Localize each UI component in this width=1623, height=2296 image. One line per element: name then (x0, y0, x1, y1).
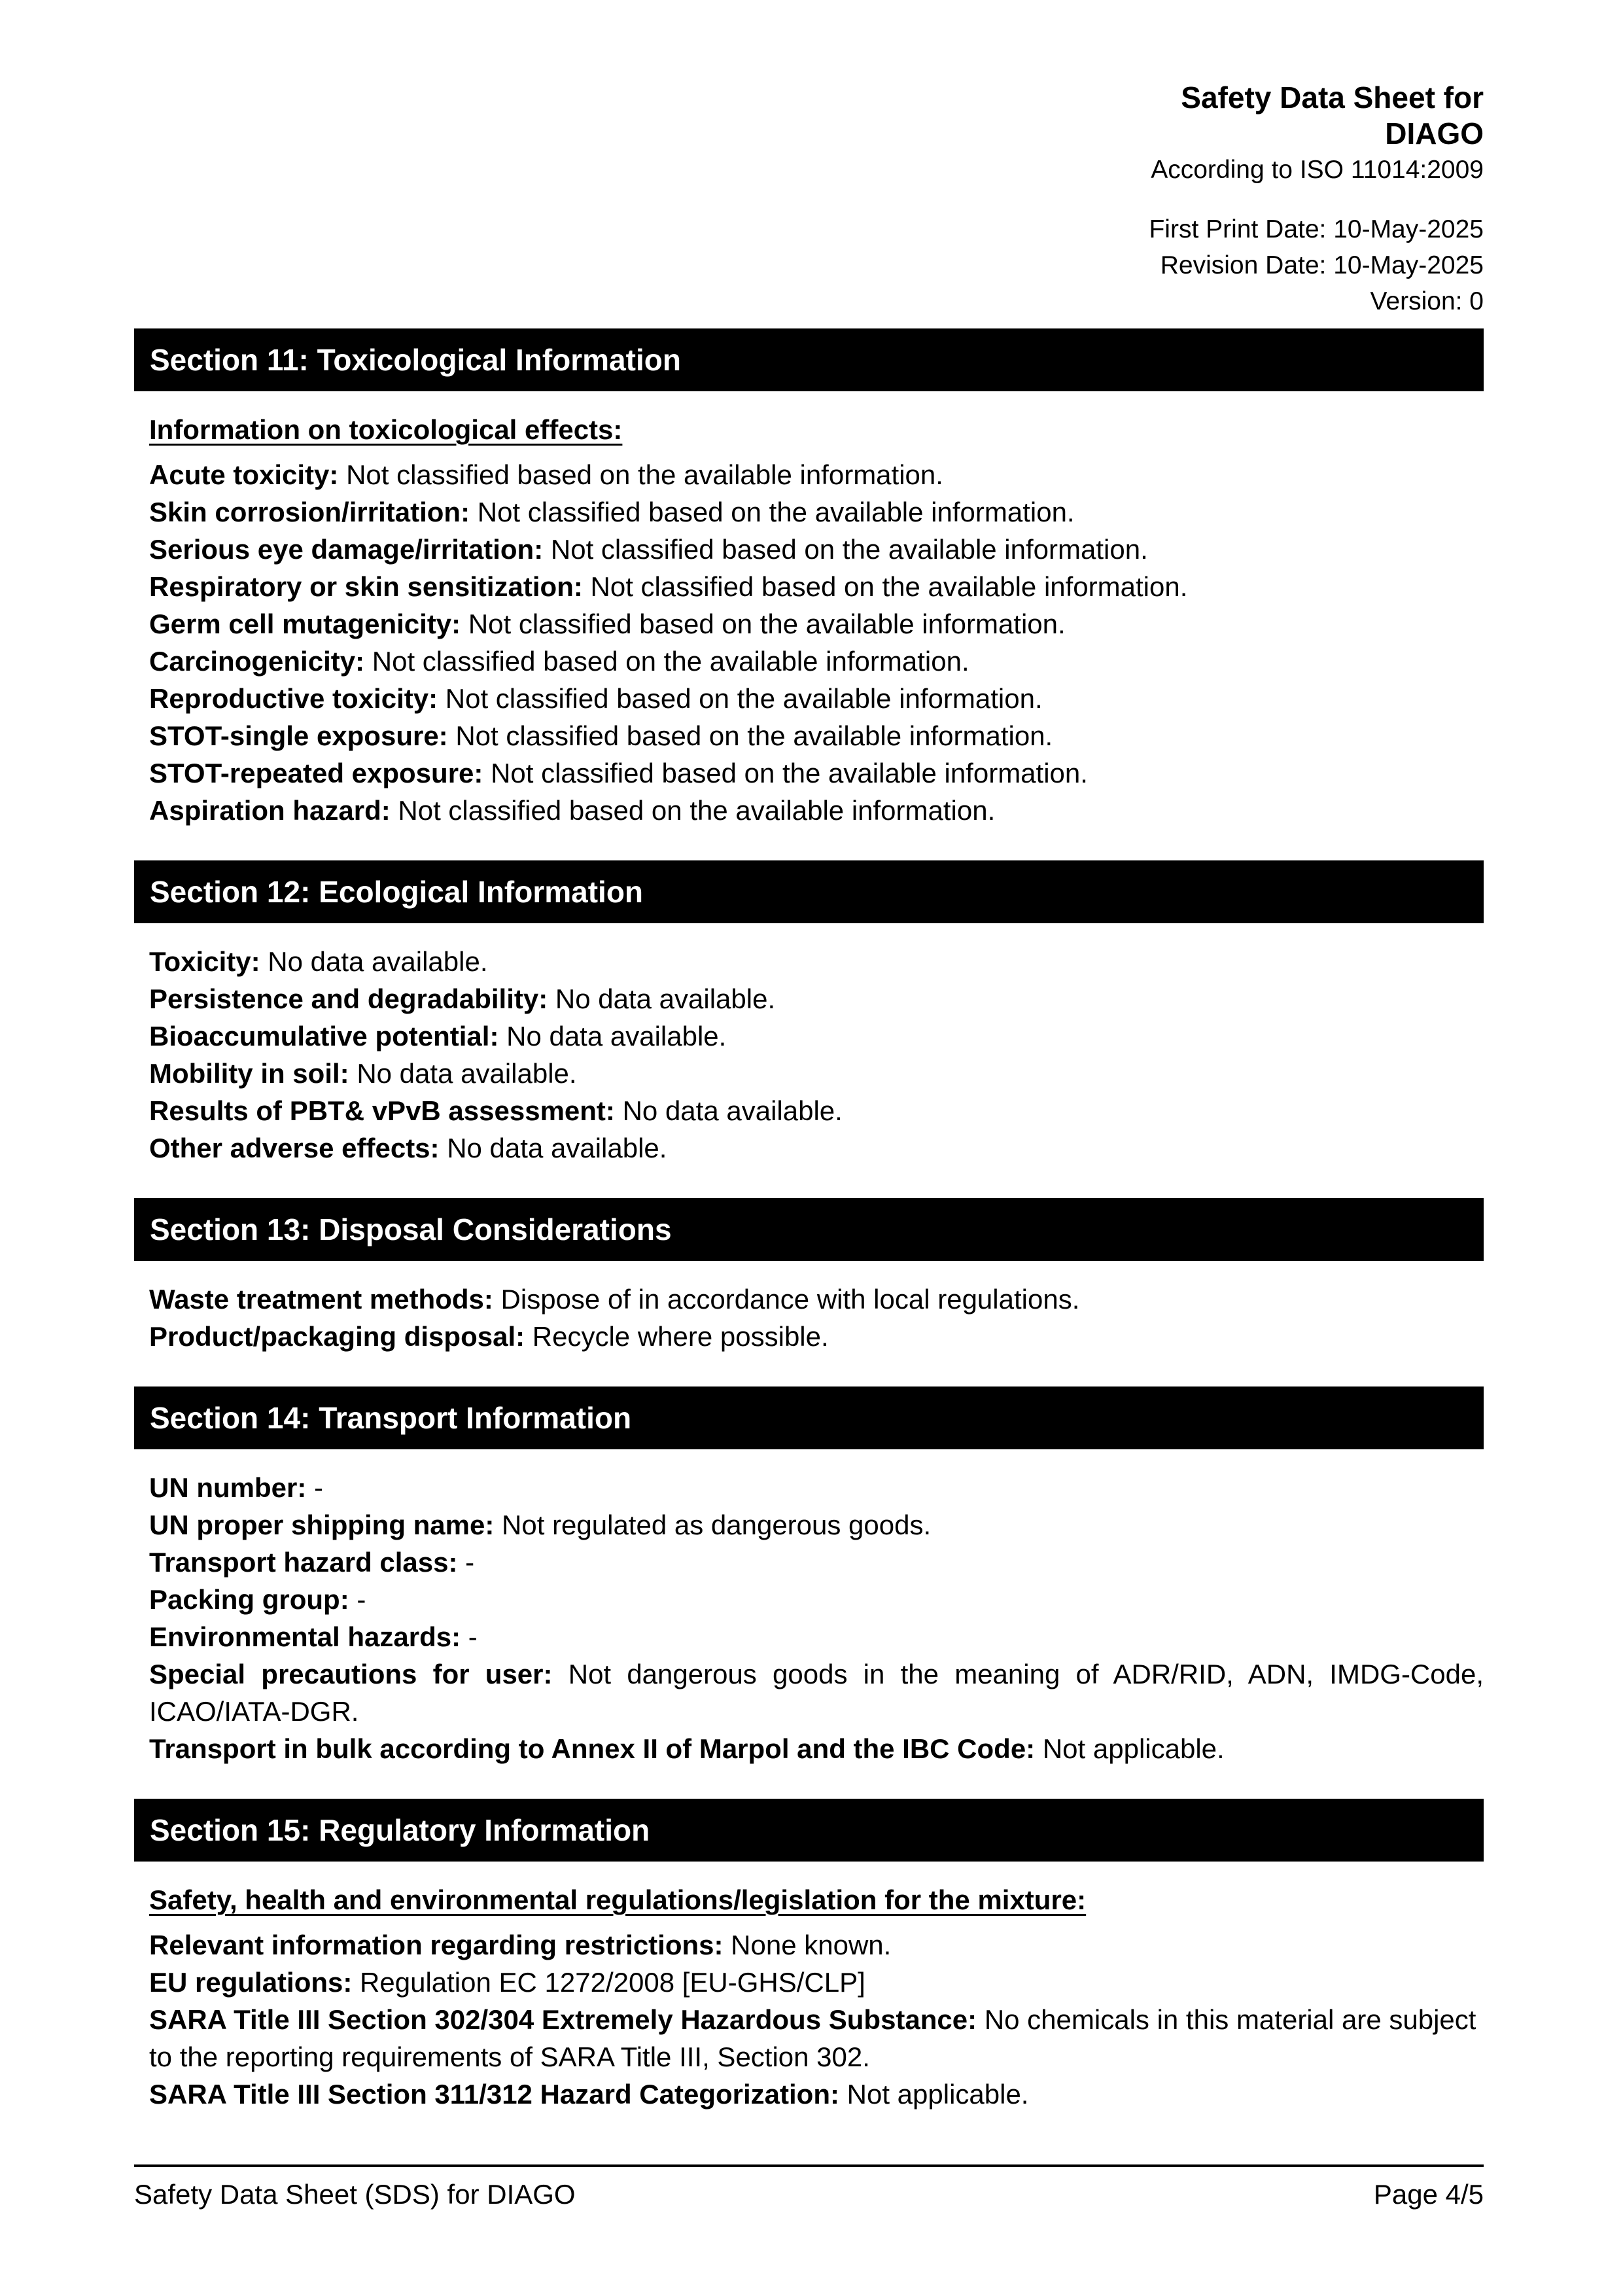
field-label: Special precautions for user: (149, 1659, 553, 1689)
section-13-content (134, 1280, 1484, 1355)
section-15-content (134, 1881, 1484, 2113)
field-row (149, 1469, 1484, 1506)
field-row (149, 1544, 1484, 1581)
section-14-header (134, 1386, 1484, 1449)
field-row (149, 754, 1484, 792)
field-label: Bioaccumulative potential: (149, 1021, 499, 1051)
field-value: Not classified based on the available information. (550, 534, 1148, 565)
field-label: Reproductive toxicity: (149, 683, 438, 714)
field-value: - (314, 1472, 324, 1503)
field-value: - (465, 1547, 475, 1578)
field-value: Dispose of in accordance with local regulations. (500, 1284, 1080, 1315)
field-label: Mobility in soil: (149, 1058, 349, 1089)
field-value: Not classified based on the available information. (398, 795, 996, 826)
field-value: Not applicable. (1042, 1733, 1225, 1764)
field-label: STOT-single exposure: (149, 720, 448, 751)
field-label: Carcinogenicity: (149, 646, 365, 677)
field-row (149, 1506, 1484, 1544)
field-label: Packing group: (149, 1584, 349, 1615)
field-row (149, 1581, 1484, 1618)
field-label: Product/packaging disposal: (149, 1321, 525, 1352)
field-value: Recycle where possible. (532, 1321, 829, 1352)
section-15-header (134, 1799, 1484, 1862)
version: Version: 0 (1370, 287, 1484, 315)
field-row (149, 605, 1484, 643)
field-value: None known. (731, 1930, 892, 1960)
field-value: No data available. (268, 946, 488, 977)
field-label: Transport in bulk according to Annex II of Marpol and the IBC Code: (149, 1733, 1036, 1764)
section-14-title: Section 14: Transport Information (150, 1401, 632, 1435)
field-value: Not classified based on the available information. (491, 758, 1088, 788)
field-value: No data available. (357, 1058, 577, 1089)
footer-document-name: Safety Data Sheet (SDS) for DIAGO (134, 2179, 576, 2210)
field-row (149, 1618, 1484, 1655)
section-12-header (134, 860, 1484, 923)
field-value: No data available. (447, 1133, 667, 1163)
field-value: - (357, 1584, 366, 1615)
field-row (149, 1129, 1484, 1167)
field-label: STOT-repeated exposure: (149, 758, 483, 788)
field-value: Not classified based on the available information. (477, 497, 1075, 527)
document-title-line2: DIAGO (1385, 116, 1484, 150)
field-row (149, 2001, 1484, 2075)
field-row (149, 1280, 1484, 1318)
field-row (149, 1092, 1484, 1129)
revision-date: Revision Date: 10-May-2025 (1160, 251, 1484, 279)
field-label: Results of PBT& vPvB assessment: (149, 1095, 615, 1126)
field-label: Toxicity: (149, 946, 260, 977)
field-row (149, 1926, 1484, 1964)
field-label: SARA Title III Section 302/304 Extremely Hazardous Substance: (149, 2004, 977, 2035)
section-11-intro: Information on toxicological effects: (149, 414, 623, 445)
field-label: UN proper shipping name: (149, 1510, 495, 1540)
page-footer (134, 2164, 1484, 2210)
field-value: Not classified based on the available information. (346, 459, 943, 490)
section-11-title: Section 11: Toxicological Information (150, 343, 681, 377)
document-header (134, 80, 1484, 319)
field-row (149, 456, 1484, 493)
field-label: Serious eye damage/irritation: (149, 534, 544, 565)
field-row (149, 1017, 1484, 1055)
field-value: - (468, 1621, 478, 1652)
document-title-line1: Safety Data Sheet for (1181, 80, 1484, 115)
section-12-title: Section 12: Ecological Information (150, 875, 644, 909)
field-label: EU regulations: (149, 1967, 353, 1998)
field-label: Transport hazard class: (149, 1547, 458, 1578)
field-label: Skin corrosion/irritation: (149, 497, 470, 527)
field-label: Germ cell mutagenicity: (149, 609, 461, 639)
field-row (149, 2075, 1484, 2113)
field-row (149, 1055, 1484, 1092)
field-label: Relevant information regarding restrictions: (149, 1930, 724, 1960)
field-row (149, 717, 1484, 754)
field-value: Not regulated as dangerous goods. (502, 1510, 932, 1540)
field-value: Not classified based on the available information. (455, 720, 1053, 751)
field-value: No data available. (506, 1021, 727, 1051)
field-label: SARA Title III Section 311/312 Hazard Categorization: (149, 2079, 839, 2110)
field-label: Other adverse effects: (149, 1133, 440, 1163)
field-value: No chemicals in this material are subject to the reporting requirements of SARA Title III, Section 302. (149, 2004, 1476, 2072)
field-value: Not classified based on the available information. (468, 609, 1066, 639)
first-print-date: First Print Date: 10-May-2025 (1149, 215, 1484, 243)
field-row (149, 531, 1484, 568)
field-value: Not applicable. (846, 2079, 1029, 2110)
header-spacer (134, 188, 1484, 211)
field-label: Waste treatment methods: (149, 1284, 493, 1315)
field-value: Regulation EC 1272/2008 [EU-GHS/CLP] (360, 1967, 865, 1998)
section-12-content (134, 943, 1484, 1167)
field-value: Not classified based on the available information. (590, 571, 1188, 602)
section-11-content (134, 411, 1484, 829)
field-label: Aspiration hazard: (149, 795, 391, 826)
section-13-header (134, 1198, 1484, 1261)
field-row (149, 1964, 1484, 2001)
field-label: UN number: (149, 1472, 307, 1503)
field-value: No data available. (555, 983, 776, 1014)
field-label: Persistence and degradability: (149, 983, 548, 1014)
field-row (149, 792, 1484, 829)
field-value: No data available. (622, 1095, 843, 1126)
field-row (149, 493, 1484, 531)
field-label: Acute toxicity: (149, 459, 339, 490)
footer-page-number: Page 4/5 (1373, 2179, 1484, 2210)
field-row (149, 980, 1484, 1017)
field-row (149, 1318, 1484, 1355)
field-value: Not classified based on the available information. (445, 683, 1043, 714)
section-15-title: Section 15: Regulatory Information (150, 1813, 650, 1847)
document-standard: According to ISO 11014:2009 (1151, 156, 1484, 184)
field-label: Respiratory or skin sensitization: (149, 571, 583, 602)
field-row (149, 643, 1484, 680)
field-row (149, 568, 1484, 605)
field-value: Not classified based on the available information. (372, 646, 969, 677)
section-14-content (134, 1469, 1484, 1767)
field-row (149, 943, 1484, 980)
field-row (149, 1730, 1484, 1767)
field-value: Not dangerous goods in the meaning of ADR/RID, ADN, IMDG-Code, ICAO/IATA-DGR. (149, 1659, 1484, 1727)
field-label: Environmental hazards: (149, 1621, 461, 1652)
section-11-header (134, 328, 1484, 391)
field-row (149, 680, 1484, 717)
section-13-title: Section 13: Disposal Considerations (150, 1212, 672, 1246)
section-15-intro: Safety, health and environmental regulations/legislation for the mixture: (149, 1884, 1087, 1915)
field-row (149, 1655, 1484, 1730)
